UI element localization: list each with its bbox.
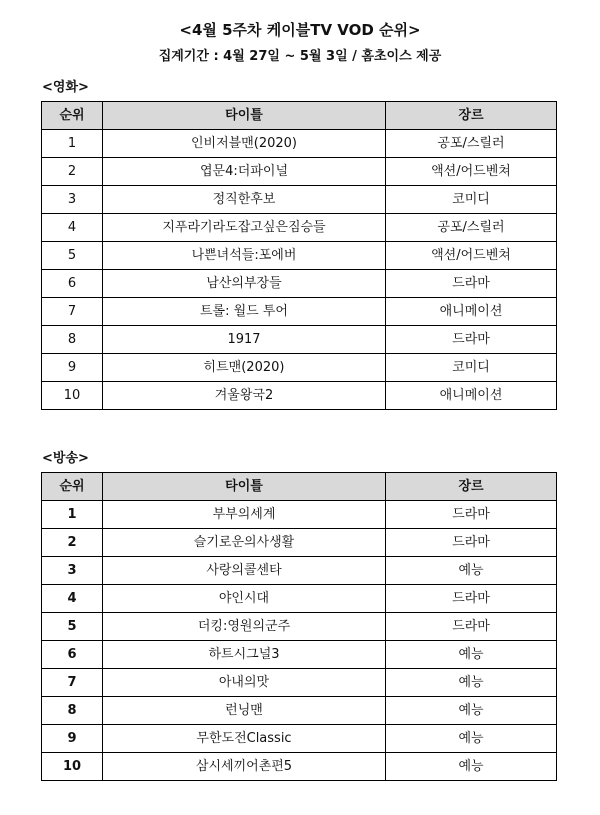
genre-cell: 드라마 [386,613,557,641]
table-row [42,158,557,186]
table-row [42,585,557,613]
rank-cell: 7 [42,298,103,326]
table-row [42,501,557,529]
page-subtitle: 집계기간 : 4월 27일 ~ 5월 3일 / 홈초이스 제공 [158,49,442,64]
genre-cell: 예능 [386,641,557,669]
column-header-genre: 장르 [386,102,557,130]
table-row [42,725,557,753]
table-row [42,641,557,669]
genre-cell: 예능 [386,725,557,753]
table-header-row [42,102,557,130]
tv-table [41,472,557,781]
rank-cell: 7 [42,669,103,697]
title-cell: 트롤: 월드 투어 [103,298,386,326]
title-cell: 슬기로운의사생활 [103,529,386,557]
title-cell: 인비저블맨(2020) [103,130,386,158]
movies-table [41,101,557,410]
table-row [42,753,557,781]
section-label-movies: <영화> [42,80,89,95]
genre-cell: 액션/어드벤쳐 [386,158,557,186]
rank-cell: 5 [42,613,103,641]
genre-cell: 코미디 [386,354,557,382]
title-cell: 삼시세끼어촌편5 [103,753,386,781]
genre-cell: 코미디 [386,186,557,214]
column-header-genre: 장르 [386,473,557,501]
rank-cell: 6 [42,641,103,669]
genre-cell: 드라마 [386,529,557,557]
genre-cell: 액션/어드벤쳐 [386,242,557,270]
rank-cell: 5 [42,242,103,270]
rank-cell: 8 [42,326,103,354]
rank-cell: 8 [42,697,103,725]
rank-cell: 4 [42,214,103,242]
title-cell: 하트시그널3 [103,641,386,669]
table-row [42,669,557,697]
title-cell: 무한도전Classic [103,725,386,753]
title-cell: 런닝맨 [103,697,386,725]
column-header-rank: 순위 [42,473,103,501]
table-row [42,613,557,641]
section-label-tv: <방송> [42,451,89,466]
title-cell: 1917 [103,326,386,354]
title-cell: 나쁜녀석들:포에버 [103,242,386,270]
genre-cell: 드라마 [386,270,557,298]
genre-cell: 애니메이션 [386,298,557,326]
table-header-row [42,473,557,501]
rank-cell: 6 [42,270,103,298]
table-row [42,354,557,382]
genre-cell: 예능 [386,753,557,781]
column-header-title: 타이틀 [103,473,386,501]
genre-cell: 드라마 [386,585,557,613]
table-row [42,529,557,557]
genre-cell: 공포/스릴러 [386,130,557,158]
table-row [42,326,557,354]
rank-cell: 2 [42,158,103,186]
column-header-title: 타이틀 [103,102,386,130]
title-cell: 사랑의콜센타 [103,557,386,585]
rank-cell: 9 [42,354,103,382]
rank-cell: 1 [42,130,103,158]
page-title: <4월 5주차 케이블TV VOD 순위> [179,21,421,39]
table-row [42,382,557,410]
genre-cell: 드라마 [386,501,557,529]
table-row [42,697,557,725]
title-cell: 겨울왕국2 [103,382,386,410]
rank-cell: 2 [42,529,103,557]
column-header-rank: 순위 [42,102,103,130]
genre-cell: 예능 [386,557,557,585]
table-row [42,186,557,214]
genre-cell: 애니메이션 [386,382,557,410]
rank-cell: 10 [42,382,103,410]
genre-cell: 드라마 [386,326,557,354]
table-row [42,242,557,270]
title-cell: 부부의세계 [103,501,386,529]
genre-cell: 예능 [386,697,557,725]
title-cell: 정직한후보 [103,186,386,214]
rank-cell: 1 [42,501,103,529]
title-cell: 히트맨(2020) [103,354,386,382]
table-row [42,130,557,158]
title-cell: 야인시대 [103,585,386,613]
rank-cell: 10 [42,753,103,781]
title-cell: 남산의부장들 [103,270,386,298]
table-row [42,298,557,326]
title-cell: 엽문4:더파이널 [103,158,386,186]
genre-cell: 공포/스릴러 [386,214,557,242]
rank-cell: 9 [42,725,103,753]
title-cell: 지푸라기라도잡고싶은짐승들 [103,214,386,242]
title-cell: 더킹:영원의군주 [103,613,386,641]
table-row [42,270,557,298]
rank-cell: 3 [42,186,103,214]
table-row [42,214,557,242]
genre-cell: 예능 [386,669,557,697]
title-cell: 아내의맛 [103,669,386,697]
rank-cell: 3 [42,557,103,585]
rank-cell: 4 [42,585,103,613]
table-row [42,557,557,585]
